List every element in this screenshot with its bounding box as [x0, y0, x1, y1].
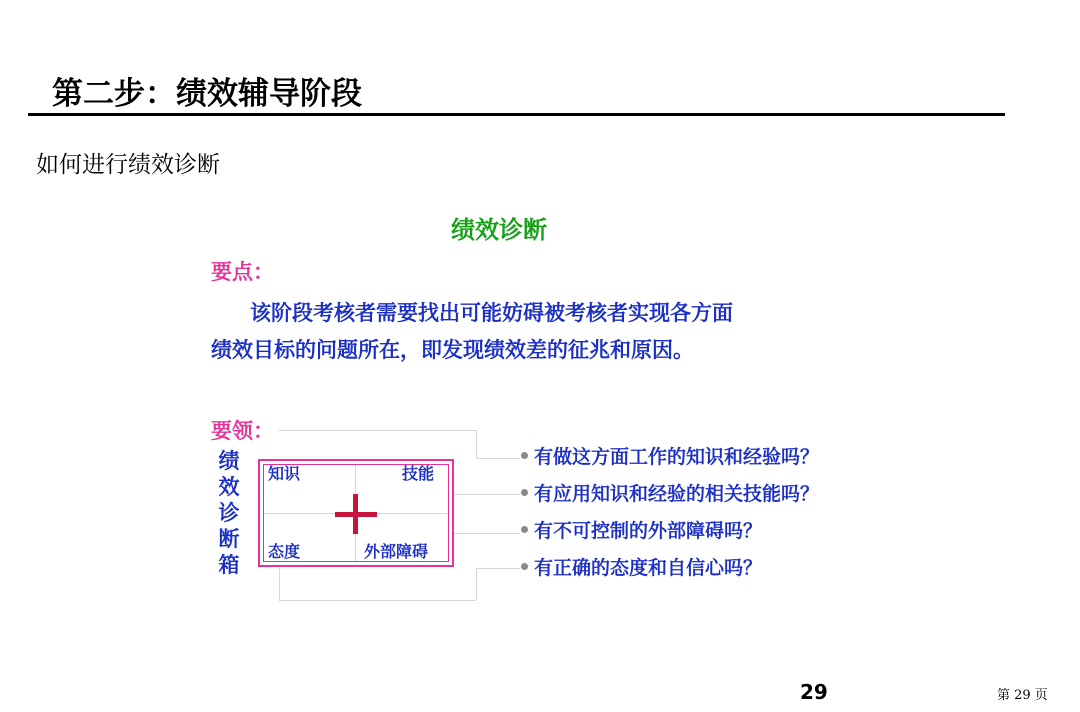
box-cell-external-obstacles: 外部障碍: [364, 542, 429, 561]
question-text: 有正确的态度和自信心吗？: [534, 557, 763, 579]
question-text: 有应用知识和经验的相关技能吗？: [534, 483, 820, 505]
connector-line-4: [476, 568, 520, 569]
box-cell-knowledge: 知识: [268, 464, 301, 483]
key-points-text-line2: 绩效目标的问题所在，即发现绩效差的征兆和原因。: [211, 338, 694, 362]
frame-line-bottom: [279, 600, 476, 601]
box-cell-skills: 技能: [402, 464, 435, 483]
question-text: 有不可控制的外部障碍吗？: [534, 520, 763, 542]
essentials-label: 要领：: [211, 419, 274, 443]
connector-line-2: [454, 494, 520, 495]
bullet-icon: [521, 489, 528, 496]
question-item-2: [521, 479, 819, 506]
question-item-3: [521, 516, 762, 543]
question-text: 有做这方面工作的知识和经验吗？: [534, 446, 820, 468]
frame-line-left-bottom: [279, 567, 280, 600]
connector-line-1: [476, 458, 520, 459]
question-item-4: [521, 553, 762, 580]
slide-page-number: 29: [800, 680, 828, 704]
diagnosis-heading: 绩效诊断: [451, 216, 547, 244]
bullet-icon: [521, 452, 528, 459]
frame-line-right-bottom: [476, 568, 477, 600]
box-cell-attitude: 态度: [268, 542, 301, 561]
plus-icon: [353, 494, 358, 534]
page-subtitle: 如何进行绩效诊断: [36, 152, 220, 178]
bullet-icon: [521, 526, 528, 533]
frame-line-right-top: [476, 430, 477, 458]
key-points-label: 要点：: [211, 260, 274, 284]
connector-line-3: [454, 533, 520, 534]
key-points-text-line1: 该阶段考核者需要找出可能妨碍被考核者实现各方面: [250, 301, 733, 325]
diagnosis-box-vertical-label: 绩效诊断箱: [218, 449, 240, 577]
page-title: 第二步：绩效辅导阶段: [52, 76, 362, 112]
bullet-icon: [521, 563, 528, 570]
title-divider: [28, 113, 1005, 116]
frame-line-top: [279, 430, 476, 431]
page-footer-label: 第 29 页: [997, 688, 1048, 703]
question-item-1: [521, 442, 819, 469]
